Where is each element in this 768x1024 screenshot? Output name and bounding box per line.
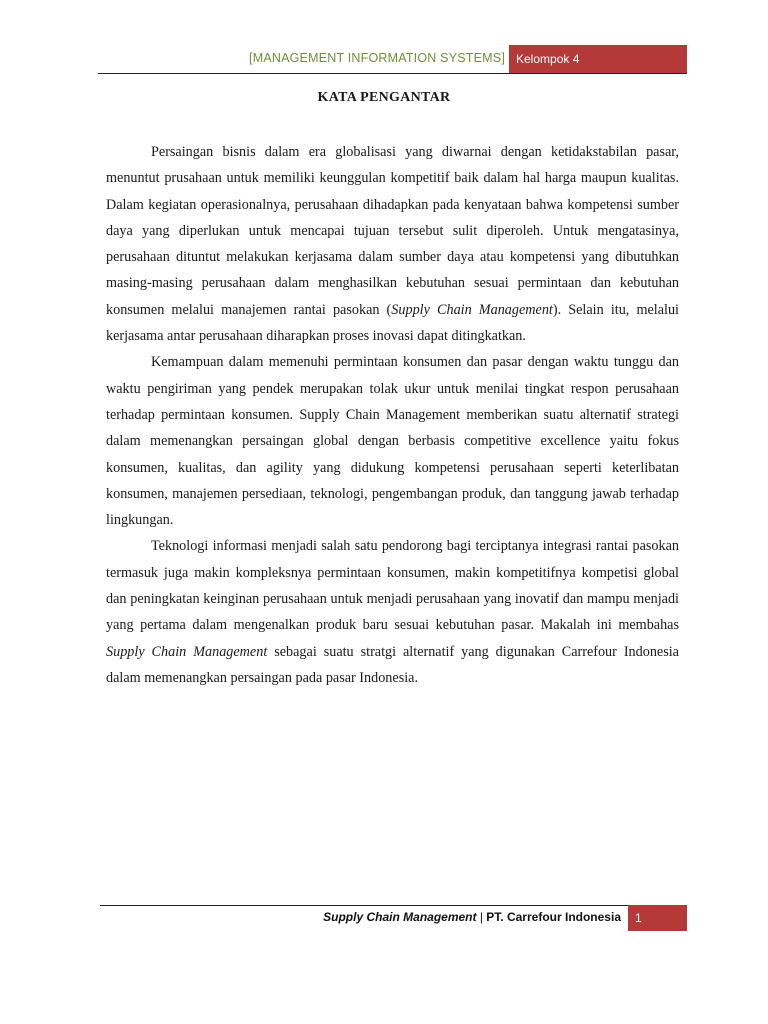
paragraph-3-emphasis: Supply Chain Management (106, 643, 268, 660)
page-footer (323, 910, 621, 924)
footer-company: PT. Carrefour Indonesia (486, 910, 621, 924)
paragraph-3 (106, 533, 679, 691)
page-header (98, 45, 687, 74)
paragraph-1-text-b: ). Selain itu, melalui kerjasama antar perusahaan diharapkan proses inovasi dapat ditingkatkan. (106, 301, 679, 345)
paragraph-1 (106, 139, 679, 349)
paragraph-1-emphasis: Supply Chain Management (391, 301, 553, 318)
footer-separator: | (476, 910, 487, 924)
document-title: KATA PENGANTAR (317, 90, 451, 105)
paragraph-3-text-b: sebagai suatu stratgi alternatif yang digunakan Carrefour Indonesia dalam memenangkan persaingan pada pasar Indonesia. (106, 643, 679, 686)
footer-topic: Supply Chain Management (323, 910, 477, 924)
header-title: [MANAGEMENT INFORMATION SYSTEMS] (249, 51, 505, 65)
paragraph-2: Kemampuan dalam memenuhi permintaan konsumen dan pasar dengan waktu tunggu dan waktu pengiriman yang pendek merupakan tolak ukur untuk menilai tingkat respon perusahaan terhadap permintaan konsumen. Supply Chain Management memberikan suatu alternatif strategi dalam memenangkan persaingan global dengan berbasis competitive excellence yaitu fokus konsumen, kualitas, dan agility yang didukung kompetensi perusahaan seperti keterlibatan konsumen, manajemen persediaan, teknologi, pengembangan produk, dan tanggung jawab terhadap lingkungan. (106, 354, 679, 529)
page-number: 1 (628, 905, 687, 931)
paragraph-3-text-a: Teknologi informasi menjadi salah satu pendorong bagi terciptanya integrasi rantai pasokan termasuk juga makin kompleksnya permintaan konsumen, makin kompetitifnya kompetisi global dan peningkatan keinginan perusahaan untuk menjadi perusahaan yang inovatif dan mampu menjadi yang pertama dalam mengenalkan produk baru sesuai kebutuhan pasar. Makalah ini membahas (106, 538, 679, 634)
document-body (106, 139, 679, 691)
header-group-label: Kelompok 4 (509, 45, 687, 73)
paragraph-1-text-a: Persaingan bisnis dalam era globalisasi yang diwarnai dengan ketidakstabilan pasar, menuntut prusahaan untuk memiliki keunggulan kompetitif baik dalam hal harga maupun kualitas. Dalam kegiatan operasionalnya, perusahaan dihadapkan pada kenyataan bahwa kompetensi sumber daya yang diperlukan untuk mencapai tujuan tersebut sulit diperoleh. Untuk mengatasinya, perusahaan dituntut melakukan kerjasama dalam sumber daya atau kompetensi yang dibutuhkan masing-masing perusahaan dalam menghasilkan kebutuhan sesuai permintaan dan kebutuhan konsumen melalui manajemen rantai pasokan ( (106, 144, 679, 318)
footer-rule (100, 905, 687, 906)
